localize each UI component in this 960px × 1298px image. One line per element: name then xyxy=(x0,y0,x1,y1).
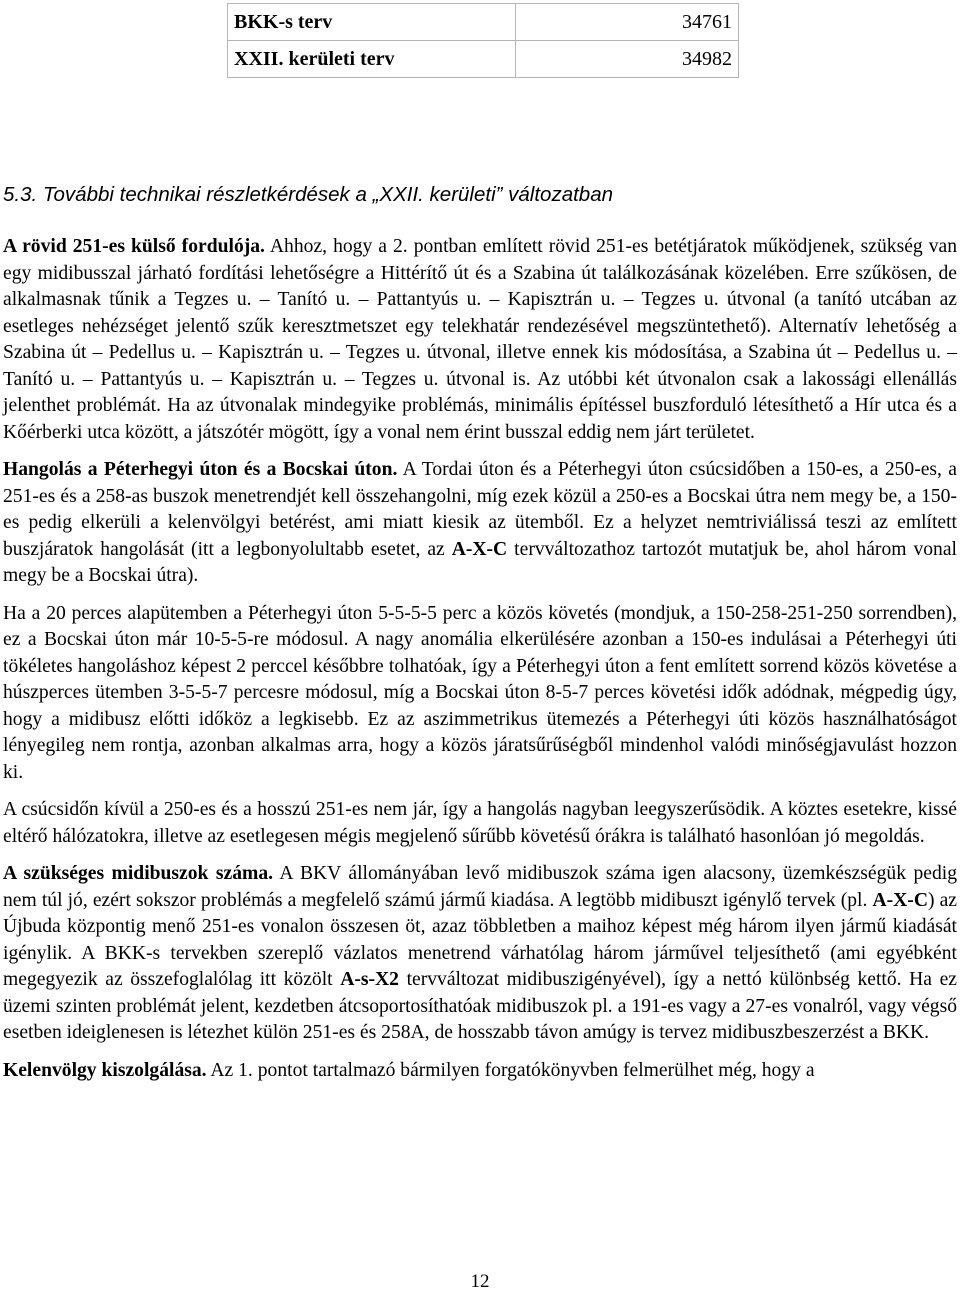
plan-code: A-X-C xyxy=(451,538,508,560)
paragraph-text: Ha a 20 perces alapütemben a Péterhegyi úton 5-5-5-5 perc a közös követés (mondjuk, a 150-258-251-250 sorrendben), ez a Bocskai úton már 10-5-5-re módosul. A nagy anomália elkerülésére azonban a 150-es indulásai a Péterhegyi úti tökéletes hangoláshoz képest 2 perccel későbbre tolhatóak, így a Péterhegyi úton a fent említett sorrend közös követése a húszperces ütemben 3-5-5-7 percesre módosul, míg a Bocskai úton 8-5-7 perces követési idők adódnak, mégpedig úgy, hogy a midibusz előtti időköz a legkisebb. Ez az aszimmetrikus ütemezés a Péterhegyi úti közös használhatóságot lényegileg nem rontja, azonban alkalmas arra, hogy a közös járatsűrűségből mindenhol valódi minőségjavulást hozzon ki. xyxy=(3,602,957,783)
paragraph-lead: Hangolás a Péterhegyi úton és a Bocskai úton. xyxy=(3,459,398,480)
paragraph-text: tervváltozat midibuszigényével), így a nettó különbség kettő. Ha ez üzemi szinten problémát jelent, kezdetben átcsoportosíthatóak midibuszok pl. a 191-es vagy a 27-es vonalról, vagy végső esetben ideiglenesen is létezhet külön 251-es és 258A, de hosszabb távon amúgy is tervez midibuszbeszerzést a BKK. xyxy=(3,969,957,1043)
paragraph-text: tervváltozathoz tartozót mutatjuk be, ahol három vonal megy be a Bocskai útra). xyxy=(3,538,957,586)
paragraph-text: A csúcsidőn kívül a 250-es és a hosszú 251-es nem jár, így a hangolás nagyban leegyszerűsödik. A köztes esetekre, kissé eltérő hálózatokra, illetve az esetlegesen mégis megjelenő sűrűbb követésű órákra is található hasonlóan jó megoldás. xyxy=(3,799,957,847)
paragraph xyxy=(3,1058,957,1085)
summary-table xyxy=(227,3,739,78)
paragraph-lead: A rövid 251-es külső fordulója. xyxy=(3,236,265,257)
paragraph-text: ) az Újbuda központig menő 251-es vonalon összesen öt, azaz többletben a maihoz képest még három ilyen jármű kiadását igénylik. A BKK-s tervekben szereplő vázlatos menetrend várhatólag három járművel teljesíthető (ami egyébként megegyezik az összefoglalólag itt közölt xyxy=(3,889,957,990)
plan-code: A-s-X2 xyxy=(340,969,399,990)
page-number: 12 xyxy=(470,1271,490,1292)
paragraph-lead: Kelenvölgy kiszolgálása. xyxy=(3,1059,207,1081)
paragraph-text: Ahhoz, hogy a 2. pontban említett rövid 251-es betétjáratok működjenek, szükség van egy midibusszal járható fordítási lehetőségre a Hittérítő út és a Szabina út találkozásának közelében. Erre szűkösen, de alkalmasnak tűnik a Tegzes u. – Tanító u. – Pattantyús u. – Kapisztrán u. – Tegzes u. útvonal (a tanító utcában az esetleges nehézséget jelentő szűk keresztmetszet egy telekhatár rendezésével megszüntethető). Alternatív lehetőség a Szabina út – Pedellus u. – Kapisztrán u. – Tegzes u. útvonal, illetve ennek kis módosítása, a Szabina út – Pedellus u. – Tanító u. – Pattantyús u. – Kapisztrán u. – Tegzes u. útvonal is. Az utóbbi két útvonalon csak a lakossági ellenállás jelenthet problémát. Ha az útvonalak mindegyike problémás, minimális építéssel buszforduló létesíthető a Hír utca és a Kőérberki utca között, a játszótér mögött, így a vonal nem érint busszal eddig nem járt területet. xyxy=(3,236,957,443)
table-row xyxy=(228,4,739,41)
paragraph xyxy=(3,457,957,590)
paragraph xyxy=(3,861,957,1047)
paragraph-text: A Tordai úton és a Péterhegyi úton csúcsidőben a 150-es, a 250-es, a 251-es és a 258-as buszok menetrendjét kell összehangolni, míg ezek közül a 250-es a Bocskai útra nem megy be, a 150-es pedig elkerüli a kelenvölgyi betérést, ami miatt kiesik az ütemből. Ez a helyzet nemtriviálissá teszi az említett buszjáratok hangolását (itt a legbonyolultabb esetet, az xyxy=(3,459,957,560)
paragraph-lead: A szükséges midibuszok száma. xyxy=(3,863,274,884)
paragraph-text: A BKV állományában levő midibuszok száma igen alacsony, üzemkészségük pedig nem túl jó, ezért sokszor problémás a megfelelő számú jármű kiadása. A legtöbb midibuszt igénylő tervek (pl. xyxy=(3,863,957,911)
paragraph xyxy=(3,797,957,850)
body-text xyxy=(3,234,957,1095)
paragraph xyxy=(3,601,957,787)
table-cell-label: XXII. kerületi terv xyxy=(228,41,516,78)
plan-code: A-X-C xyxy=(872,889,928,911)
paragraph xyxy=(3,234,957,446)
table-cell-value: 34761 xyxy=(516,4,739,41)
paragraph-text: Az 1. pontot tartalmazó bármilyen forgatókönyvben felmerülhet még, hogy a xyxy=(206,1059,815,1081)
table-cell-value: 34982 xyxy=(516,41,739,78)
section-heading: 5.3. További technikai részletkérdések a „XXII. kerületi” változatban xyxy=(3,183,614,206)
table-row xyxy=(228,41,739,78)
table-cell-label: BKK-s terv xyxy=(228,4,516,41)
